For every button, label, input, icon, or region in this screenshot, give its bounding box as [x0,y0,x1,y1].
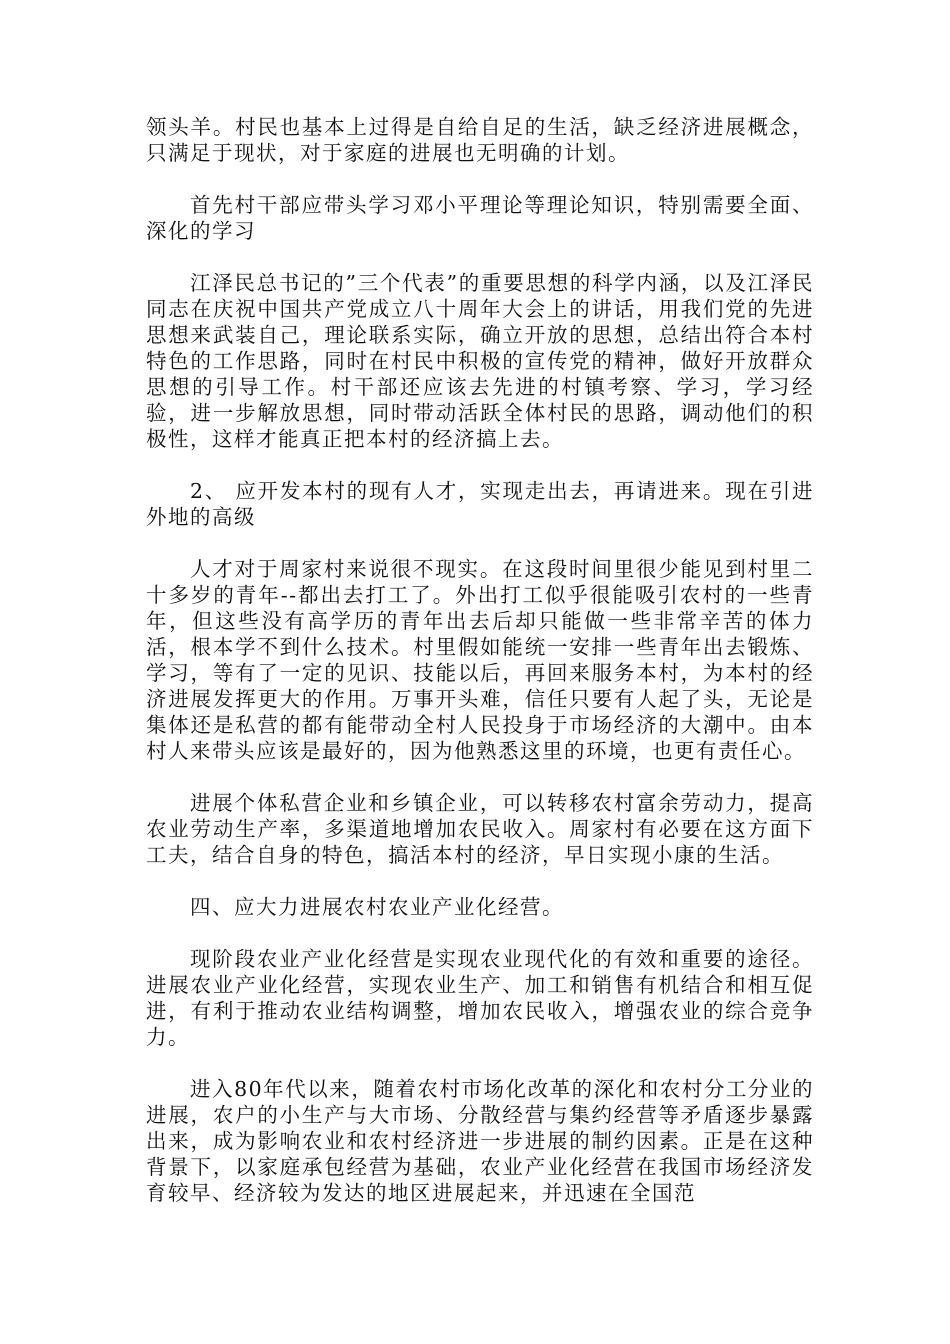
paragraph-9: 进入80年代以来，随着农村市场化改革的深化和农村分工分业的进展，农户的小生产与大市场、分散经营与集约经营等矛盾逐步暴露出来，成为影响农业和农村经济进一步进展的制约因素。正是在这种背景下，以家庭承包经营为基础，农业产业化经营在我国市场经济发育较早、经济较为发达的地区进展起来，并迅速在全国范 [146,1077,814,1205]
paragraph-8: 现阶段农业产业化经营是实现农业现代化的有效和重要的途径。进展农业产业化经营，实现农业生产、加工和销售有机结合和相互促进，有利于推动农业结构调整，增加农民收入，增强农业的综合竞争力。 [146,947,814,1049]
document-page [146,114,814,1206]
paragraph-3: 江泽民总书记的”三个代表”的重要思想的科学内涵，以及江泽民同志在庆祝中国共产党成立八十周年大会上的讲话，用我们党的先进思想来武装自己，理论联系实际，确立开放的思想，总结出符合本村特色的工作思路，同时在村民中积极的宣传党的精神，做好开放群众思想的引导工作。村干部还应该去先进的村镇考察、学习，学习经验，进一步解放思想，同时带动活跃全体村民的思路，调动他们的积极性，这样才能真正把本村的经济搞上去。 [146,271,814,451]
paragraph-2: 首先村干部应带头学习邓小平理论等理论知识，特别需要全面、深化的学习 [146,193,814,243]
paragraph-5: 人才对于周家村来说很不现实。在这段时间里很少能见到村里二十多岁的青年--都出去打工了。外出打工似乎很能吸引农村的一些青年，但这些没有高学历的青年出去后却只能做一些非常辛苦的体力活，根本学不到什么技术。村里假如能统一安排一些青年出去锻炼、学习，等有了一定的见识、技能以后，再回来服务本村，为本村的经济进展发挥更大的作用。万事开头难，信任只要有人起了头，无论是集体还是私营的都有能带动全村人民投身于市场经济的大潮中。由本村人来带头应该是最好的，因为他熟悉这里的环境，也更有责任心。 [146,557,814,763]
section-heading-4: 四、应大力进展农村农业产业化经营。 [190,895,564,919]
paragraph-4: 2、 应开发本村的现有人才，实现走出去，再请进来。现在引进外地的高级 [146,479,814,529]
paragraph-1: 领头羊。村民也基本上过得是自给自足的生活，缺乏经济进展概念，只满足于现状，对于家庭的进展也无明确的计划。 [146,115,814,165]
paragraph-6: 进展个体私营企业和乡镇企业，可以转移农村富余劳动力，提高农业劳动生产率，多渠道地增加农民收入。周家村有必要在这方面下工夫，结合自身的特色，搞活本村的经济，早日实现小康的生活。 [146,791,814,867]
